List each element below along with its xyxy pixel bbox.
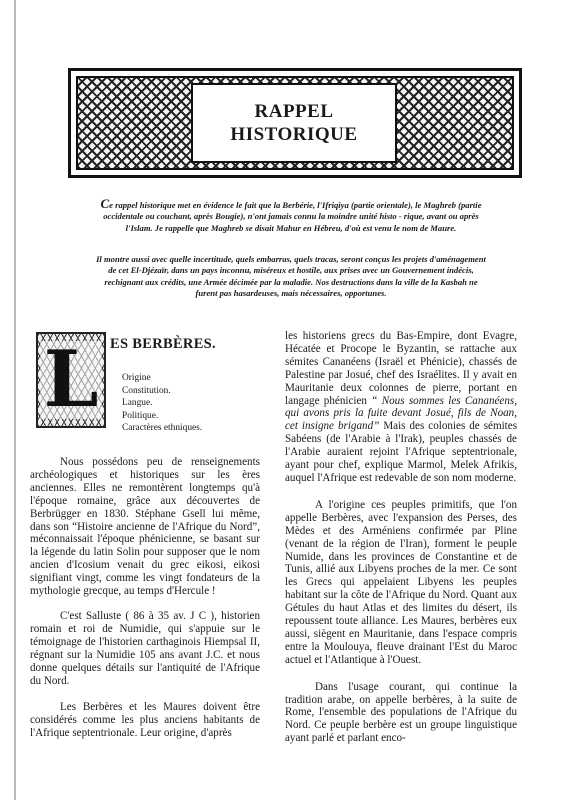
left-column xyxy=(30,330,260,740)
right-paragraph-1a: les historiens grecs du Bas-Empire, dont Evagre, Hécatée et Procope le Byzantin, se rattache aux sémites Cananéens (Israël et Phénicie), chassés de Palestine par Josué, chef des Israélites. Il y avait en Mauritanie deux colonnes de pierre, portant en langage phénicien xyxy=(285,330,517,407)
topic-item: Politique. xyxy=(122,410,159,421)
ornamental-dropcap xyxy=(36,332,106,428)
right-paragraph-2: A l'origine ces peuples primitifs, que l'on appelle Berbères, avec l'expansion des Perses, des Mèdes et des Arméniens confirmée par Pline (venant de la région de l'Iran), forment le peuple Numide, dans les provinces de Constantine et de Tunis, allié aux Libyens proches de la mer. Ce sont les Grecs qui appelaient Libyens les peuples habitant sur la côte de l'Afrique du Nord. Quant aux Gétules du haut Atlas et des limites du désert, ils repoussent toute alliance. Les Maures, berbères eux aussi, siègent en Mauritanie, dans l'espace compris entre la Moulouya, fleuve drainant l'Est du Maroc actuel et l'Atlantique à l'Ouest. xyxy=(285,498,517,666)
section-header xyxy=(30,330,260,446)
title-banner xyxy=(68,68,522,178)
topic-list xyxy=(122,372,202,435)
intro-paragraph-1 xyxy=(96,198,486,234)
left-paragraph-2: C'est Salluste ( 86 à 35 av. J C ), historien romain et roi de Numidie, qui s'appuie sur le témoignage de l'historien carthaginois Hiempsal II, régnant sur la Numidie 105 ans avant J.C. et nous donne quelques détails sur l'antiquité de l'Afrique du Nord. xyxy=(30,609,260,687)
section-heading: ES BERBÈRES. xyxy=(110,336,216,352)
dropcap-letter: L xyxy=(40,341,103,419)
right-column xyxy=(285,330,517,745)
banner-title-line1: RAPPEL xyxy=(254,101,334,122)
topic-item: Langue. xyxy=(122,398,153,408)
topic-item: Constitution. xyxy=(122,385,171,396)
intro-paragraph-2: Il montre aussi avec quelle incertitude, quels embarras, quels tracas, seront conçus les projets d'aménagement de cet El-Djézaïr, dans un pays inconnu, miséreux et hostile, aux prises avec un Gouvernement indécis, rechignant aux crédits, une Armée décimée par la maladie. Nos destructions dans la ville de la Kasbah ne furent pas hasardeuses, mais nécessaires, opportunes. xyxy=(96,254,486,299)
phoenician-inscription-quote: “ Nous sommes les Cananéens, qui avons pris la fuite devant Josué, fils de Noan, cet insigne brigand” xyxy=(285,394,517,433)
intro-paragraph-1-text: e rappel historique met en évidence le fait que la Berbérie, l'Ifriqiya (partie orientale), le Maghreb (partie occidentale ou couchant, après Bougie), n'ont jamais connu la moindre unité histo - rique, avant ou après l'Islam. Je rappelle que Maghreb se disait Mahur en Hébreu, d'où est venu le nom de Maure. xyxy=(103,200,482,233)
banner-title-line2: HISTORIQUE xyxy=(230,124,358,145)
topic-item: Caractères ethniques. xyxy=(122,423,203,433)
banner-title-box xyxy=(191,83,397,163)
topic-item: Origine xyxy=(122,373,151,383)
left-paragraph-1: Nous possédons peu de renseignements archéologiques et historiques sur les ères anciennes. Elles ne remontèrent longtemps qu'à l'époque romaine, grâce aux découvertes de Berbrügger en 1830. Stéphane Gsell lui même, dans son “Histoire ancienne de l'Afrique du Nord”, méconnaissait l'époque phénicienne, se basant sur la légende du latin Solin pour supposer que le nom ancien d'Icosium venait du grec eikosi, eikosi signifiant vingt, comme les vingt fondateurs de la mythologie grecque, au temps d'Hercule ! xyxy=(30,456,260,598)
right-paragraph-1b: Mais des colonies de sémites Sabéens (de l'Arabie à l'Irak), peuples chassés de l'Arabie auraient rejoint l'Afrique septentrionale, ayant pour chef, explique Marmol, Melek Afrikis, auquel l'Afrique est redevable de son nom moderne. xyxy=(285,420,518,484)
scan-edge xyxy=(14,0,16,800)
right-paragraph-3: Dans l'usage courant, qui continue la tradition arabe, on appelle berbères, à la suite de Rome, l'ensemble des populations de l'Afrique du Nord. Ce peuple berbère est un groupe linguistique ayant parlé et parlant enco- xyxy=(285,680,517,745)
right-paragraph-1 xyxy=(285,330,517,485)
left-paragraph-3: Les Berbères et les Maures doivent être considérés comme les plus anciens habitants de l'Afrique septentrionale. Leur origine, d'après xyxy=(30,701,260,740)
intro-initial: C xyxy=(100,196,110,211)
